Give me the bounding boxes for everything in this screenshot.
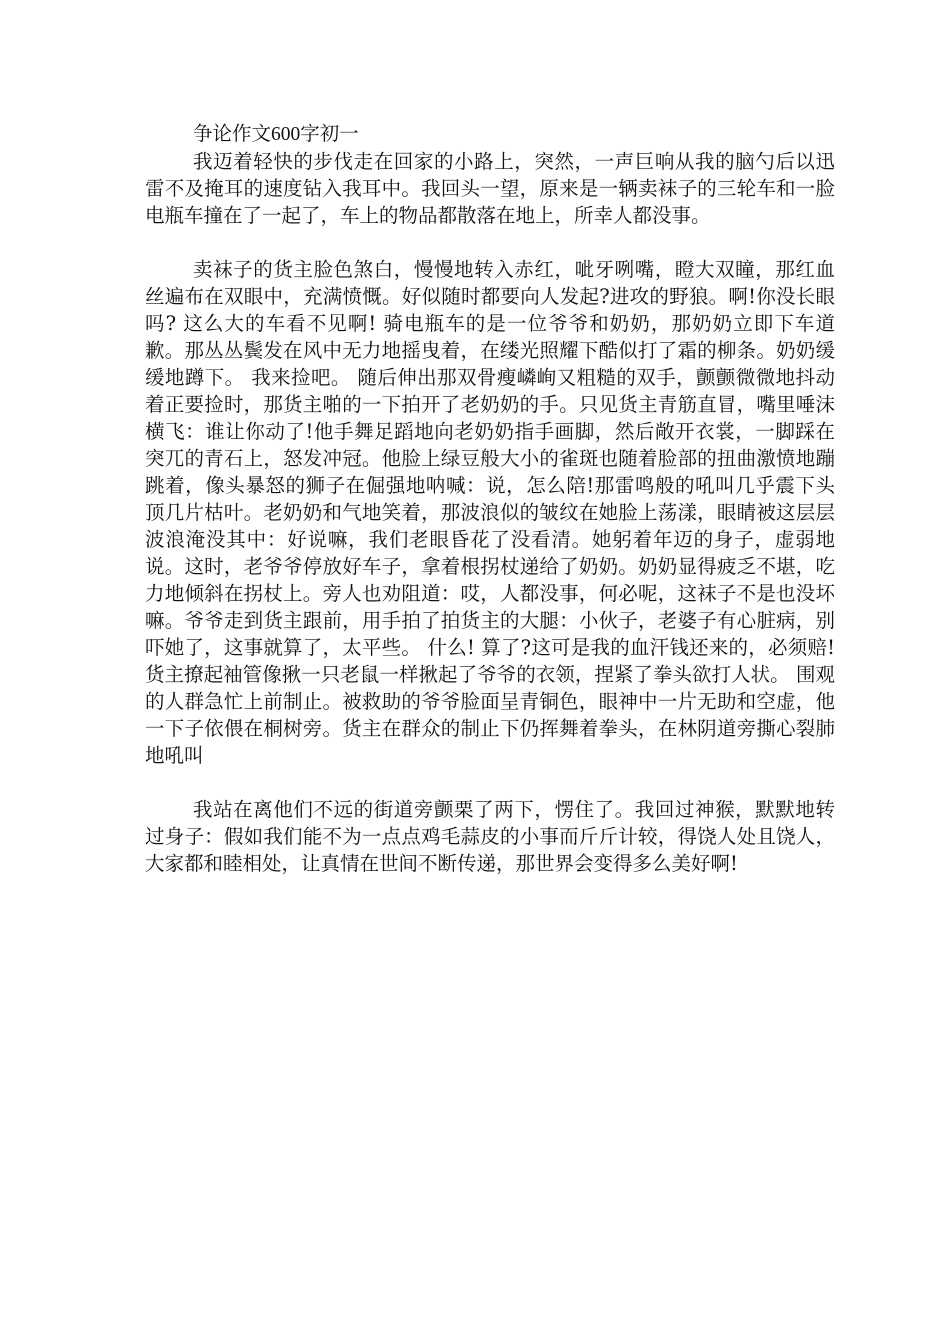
essay-title: 争论作文600字初一 xyxy=(193,124,359,145)
paragraph-1: 我迈着轻快的步伐走在回家的小路上，突然，一声巨响从我的脑勺后以迅雷不及掩耳的速度钻入我耳中。我回头一望，原来是一辆卖袜子的三轮车和一脸电瓶车撞在了一起了，车上的物品都散落在地上，所幸人都没事。 xyxy=(145,150,835,227)
paragraph-3: 我站在离他们不远的街道旁颤栗了两下，愣住了。我回过神猴，默默地转过身子：假如我们能不为一点点鸡毛蒜皮的小事而斤斤计较，得饶人处且饶人，大家都和睦相处，让真情在世间不断传递，那世界会变得多么美好啊! xyxy=(145,798,835,875)
essay-body xyxy=(145,121,835,877)
paragraph-2: 卖袜子的货主脸色煞白，慢慢地转入赤红，呲牙咧嘴，瞪大双瞳，那红血丝遍布在双眼中，充满愤慨。好似随时都要向人发起?进攻的野狼。啊!你没长眼吗? 这么大的车看不见啊! 骑电瓶车的是一位爷爷和奶奶，那奶奶立即下车道歉。那丛丛鬓发在风中无力地摇曳着，在缕光照耀下酷似打了霜的柳条。奶奶缓缓地蹲下。 我来捡吧。 随后伸出那双骨瘦嶙峋又粗糙的双手，颤颤微微地抖动着正要捡时，那货主啪的一下拍开了老奶奶的手。只见货主青筋直冒，嘴里唾沫横飞：谁让你动了!他手舞足蹈地向老奶奶指手画脚，然后敞开衣裳，一脚踩在突兀的青石上，怒发冲冠。他脸上绿豆般大小的雀斑也随着脸部的扭曲激愤地蹦跳着，像头暴怒的狮子在倔强地呐喊：说，怎么陪!那雷鸣般的吼叫几乎震下头顶几片枯叶。老奶奶和气地笑着，那波浪似的皱纹在她脸上荡漾，眼睛被这层层波浪淹没其中：好说嘛，我们老眼昏花了没看清。她躬着年迈的身子，虚弱地说。这时，老爷爷停放好车子，拿着根拐杖递给了奶奶。奶奶显得疲乏不堪，吃力地倾斜在拐杖上。旁人也劝阻道：哎，人都没事，何必呢，这袜子不是也没坏嘛。爷爷走到货主跟前，用手拍了拍货主的大腿：小伙子，老婆子有心脏病，别吓她了，这事就算了，太平些。 什么! 算了?这可是我的血汗钱还来的，必须赔! 货主撩起袖管像揪一只老鼠一样揪起了爷爷的衣领，捏紧了拳头欲打人状。 围观的人群急忙上前制止。被救助的爷爷脸面呈青铜色，眼神中一片无助和空虚，他一下子依偎在桐树旁。货主在群众的制止下仍挥舞着拳头，在林阴道旁撕心裂肺地吼叫 xyxy=(145,258,835,767)
